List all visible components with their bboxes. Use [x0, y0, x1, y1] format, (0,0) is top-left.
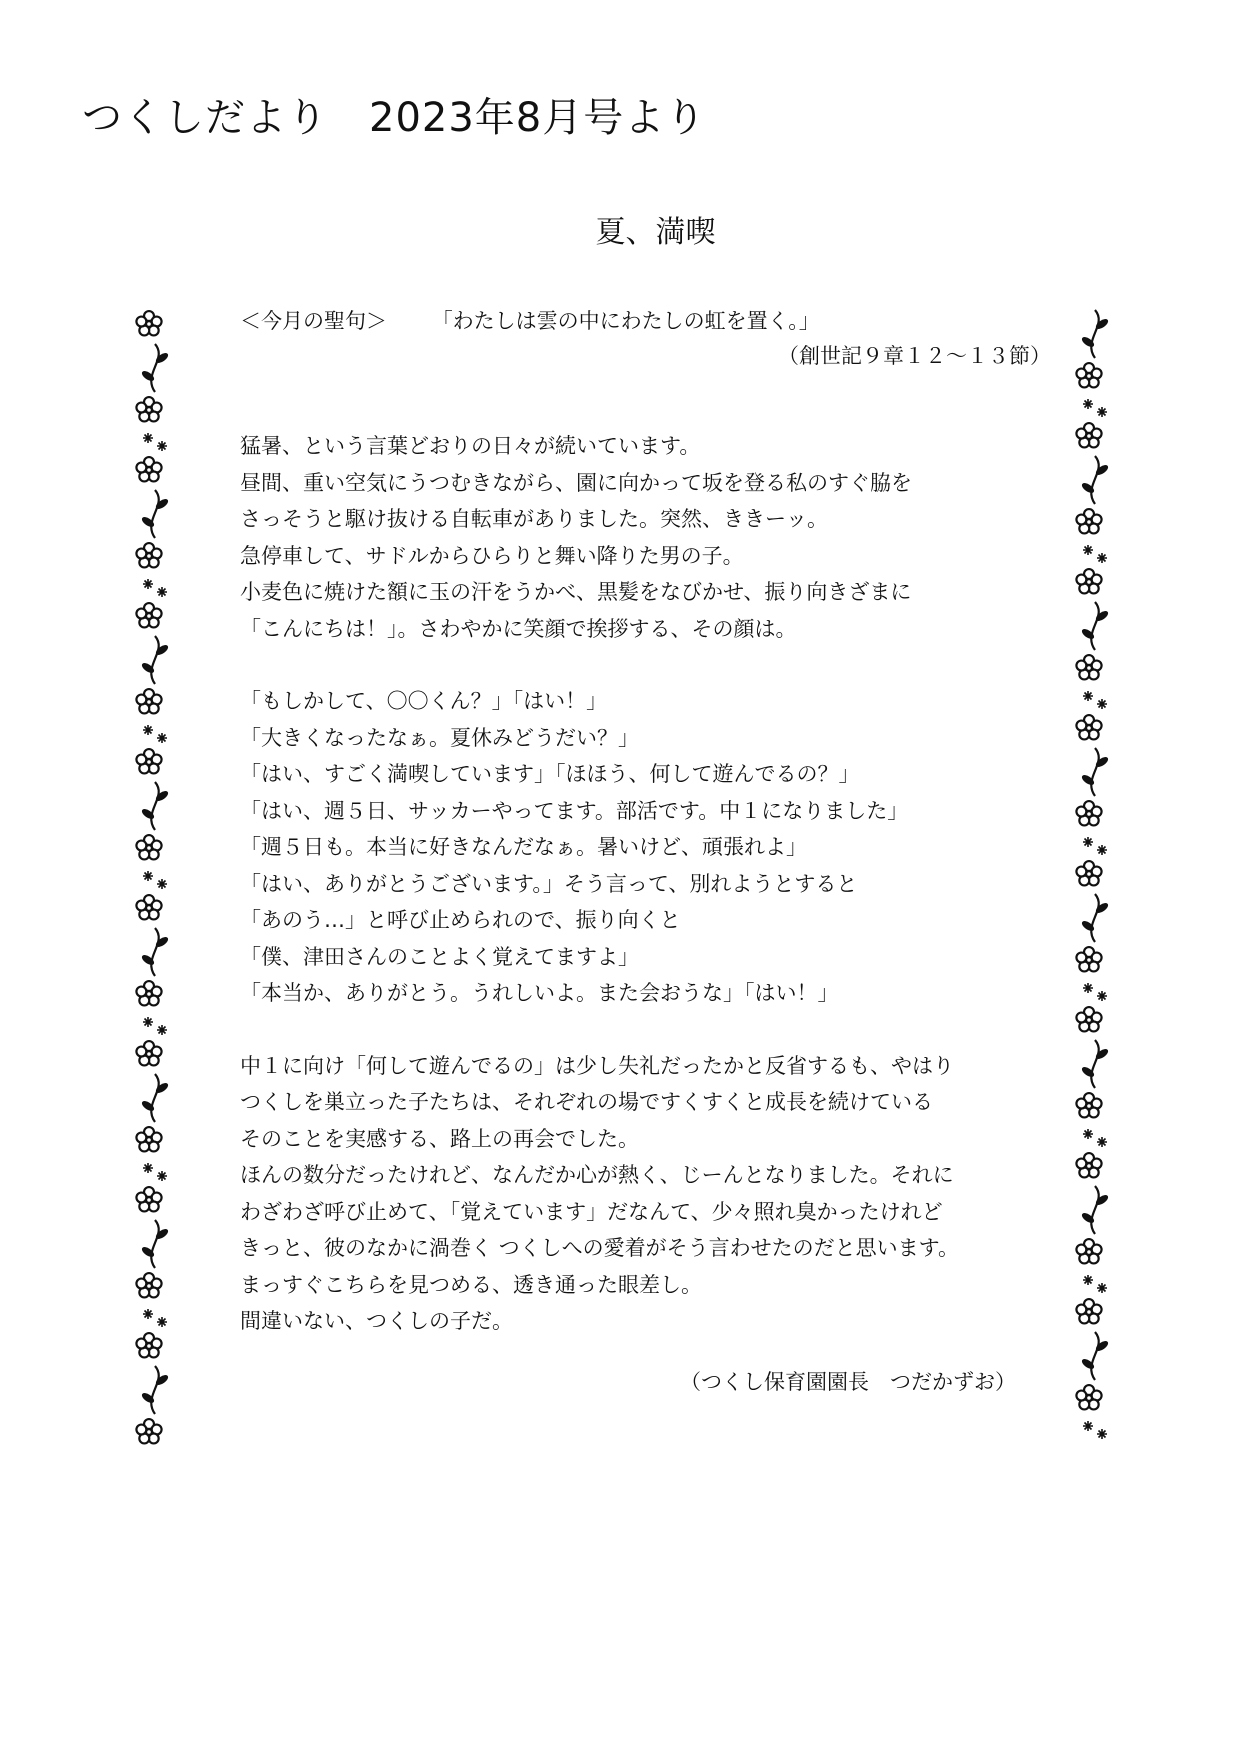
- vine-icon: [151, 1220, 159, 1268]
- vine-icon: [151, 344, 159, 392]
- flower-icon: [1076, 715, 1101, 739]
- vine-icon: [1091, 602, 1099, 650]
- vine-icon: [151, 928, 159, 976]
- flower-icon: [136, 895, 161, 919]
- right-flower-border: [1060, 300, 1130, 1450]
- sparkle-icon: [1083, 1421, 1093, 1431]
- text-line: まっすぐこちらを見つめる、透き通った眼差し。: [240, 1272, 702, 1297]
- vine-icon: [1091, 1040, 1099, 1088]
- flower-icon: [1076, 1153, 1101, 1177]
- text-line: 猛暑、という言葉どおりの日々が続いています。: [240, 434, 701, 458]
- flower-icon: [136, 397, 161, 421]
- flower-icon: [136, 689, 161, 713]
- vine-icon: [151, 490, 159, 538]
- text-line: 急停車して、サドルからひらりと舞い降りた男の子。: [240, 543, 744, 568]
- sparkle-icon: [157, 1317, 167, 1327]
- verse-line: [240, 305, 820, 335]
- vine-icon: [1091, 1332, 1099, 1380]
- sparkle-icon: [1097, 553, 1107, 563]
- sparkle-icon: [157, 587, 167, 597]
- flower-icon: [136, 835, 161, 859]
- vine-icon: [151, 1366, 159, 1414]
- text-line: 「大きくなったなぁ。夏休みどうだい？」: [240, 725, 639, 750]
- text-line: 「あのう…」と呼び止められので、振り向くと: [240, 908, 681, 932]
- text-line: 中１に向け「何して遊んでるの」は少し失礼だったかと反省するも、やはり: [240, 1053, 954, 1078]
- text-line: そのことを実感する、路上の再会でした。: [240, 1126, 639, 1151]
- left-flower-border: [120, 300, 190, 1450]
- article-title: 夏、満喫: [595, 215, 716, 250]
- sparkle-icon: [143, 579, 153, 589]
- text-line: 「はい、ありがとうございます。」そう言って、別れようとすると: [240, 871, 858, 896]
- text-line: 「はい、すごく満喫しています」「ほほう、何して遊んでるの？」: [240, 762, 860, 786]
- vine-icon: [1091, 894, 1099, 942]
- sparkle-icon: [143, 1163, 153, 1173]
- vine-icon: [1091, 1186, 1099, 1234]
- sparkle-icon: [1097, 845, 1107, 855]
- flower-icon: [1076, 363, 1101, 387]
- author-signature: （つくし保育園園長 つだかずお）: [680, 1370, 1016, 1394]
- flower-icon: [136, 1041, 161, 1065]
- sparkle-icon: [157, 441, 167, 451]
- sparkle-icon: [157, 733, 167, 743]
- vine-icon: [1091, 456, 1099, 504]
- text-line: 昼間、重い空気にうつむきながら、園に向かって坂を登る私のすぐ脇を: [240, 470, 912, 495]
- sparkle-icon: [157, 879, 167, 889]
- vine-icon: [1091, 310, 1099, 358]
- flower-icon: [136, 311, 161, 335]
- text-line: 「週５日も。本当に好きなんだなぁ。暑いけど、頑張れよ」: [240, 835, 807, 859]
- flower-icon: [136, 1187, 161, 1211]
- paragraph: [240, 428, 1050, 647]
- text-line: さっそうと駆け抜ける自転車がありました。突然、ききーッ。: [240, 507, 828, 531]
- sparkle-icon: [1097, 699, 1107, 709]
- text-line: 「はい、週５日、サッカーやってます。部活です。中１になりました」: [240, 798, 909, 823]
- text-line: 「僕、津田さんのことよく覚えてますよ」: [240, 944, 639, 969]
- text-line: 「本当か、ありがとう。うれしいよ。また会おうな」「はい！」: [240, 981, 839, 1005]
- vine-icon: [151, 1074, 159, 1122]
- flower-icon: [136, 1273, 161, 1297]
- sparkle-icon: [1083, 399, 1093, 409]
- flower-icon: [1076, 655, 1101, 679]
- flower-icon: [1076, 1299, 1101, 1323]
- sparkle-icon: [143, 871, 153, 881]
- paragraph: [240, 683, 1050, 1012]
- text-line: ほんの数分だったけれど、なんだか心が熱く、じーんとなりました。それに: [240, 1163, 954, 1187]
- text-line: 「こんにちは！」。さわやかに笑顔で挨拶する、その顔は。: [240, 616, 797, 641]
- sparkle-icon: [143, 1017, 153, 1027]
- vine-icon: [1091, 748, 1099, 796]
- text-line: きっと、彼のなかに渦巻く つくしへの愛着がそう言わせたのだと思います。: [240, 1236, 959, 1260]
- sparkle-icon: [143, 725, 153, 735]
- article-body: [240, 428, 1050, 1376]
- flower-icon: [136, 1127, 161, 1151]
- sparkle-icon: [1083, 837, 1093, 847]
- flower-icon: [1076, 1385, 1101, 1409]
- flower-icon: [136, 457, 161, 481]
- flower-icon: [1076, 569, 1101, 593]
- sparkle-icon: [1097, 1429, 1107, 1439]
- sparkle-icon: [1097, 407, 1107, 417]
- flower-icon: [1076, 1007, 1101, 1031]
- sparkle-icon: [1083, 1275, 1093, 1285]
- flower-icon: [136, 543, 161, 567]
- text-line: 小麦色に焼けた額に玉の汗をうかべ、黒髪をなびかせ、振り向きざまに: [240, 580, 912, 604]
- flower-icon: [1076, 1239, 1101, 1263]
- sparkle-icon: [1083, 691, 1093, 701]
- flower-icon: [1076, 947, 1101, 971]
- sparkle-icon: [143, 433, 153, 443]
- sparkle-icon: [1083, 545, 1093, 555]
- sparkle-icon: [1097, 1283, 1107, 1293]
- flower-icon: [1076, 861, 1101, 885]
- flower-icon: [136, 749, 161, 773]
- verse-text: 「わたしは雲の中にわたしの虹を置く。」: [431, 309, 820, 333]
- flower-icon: [1076, 509, 1101, 533]
- flower-icon: [1076, 1093, 1101, 1117]
- flower-icon: [136, 1419, 161, 1443]
- paragraph: [240, 1048, 1050, 1340]
- sparkle-icon: [1083, 1129, 1093, 1139]
- flower-icon: [1076, 423, 1101, 447]
- flower-icon: [136, 603, 161, 627]
- sparkle-icon: [1083, 983, 1093, 993]
- sparkle-icon: [157, 1171, 167, 1181]
- verse-reference: （創世記９章１２〜１３節）: [778, 344, 1051, 368]
- sparkle-icon: [1097, 1137, 1107, 1147]
- flower-icon: [1076, 801, 1101, 825]
- verse-label: ＜今月の聖句＞: [240, 309, 387, 333]
- sparkle-icon: [157, 1025, 167, 1035]
- text-line: 「もしかして、〇〇くん？」「はい！」: [240, 689, 608, 713]
- flower-icon: [136, 981, 161, 1005]
- sparkle-icon: [143, 1309, 153, 1319]
- text-line: つくしを巣立った子たちは、それぞれの場ですくすくと成長を続けている: [240, 1090, 933, 1114]
- page-title: つくしだより 2023年8月号より: [82, 95, 707, 141]
- text-line: わざわざ呼び止めて、「覚えています」だなんて、少々照れ臭かったけれど: [240, 1199, 943, 1224]
- sparkle-icon: [1097, 991, 1107, 1001]
- vine-icon: [151, 782, 159, 830]
- text-line: 間違いない、つくしの子だ。: [240, 1309, 513, 1333]
- flower-icon: [136, 1333, 161, 1357]
- vine-icon: [151, 636, 159, 684]
